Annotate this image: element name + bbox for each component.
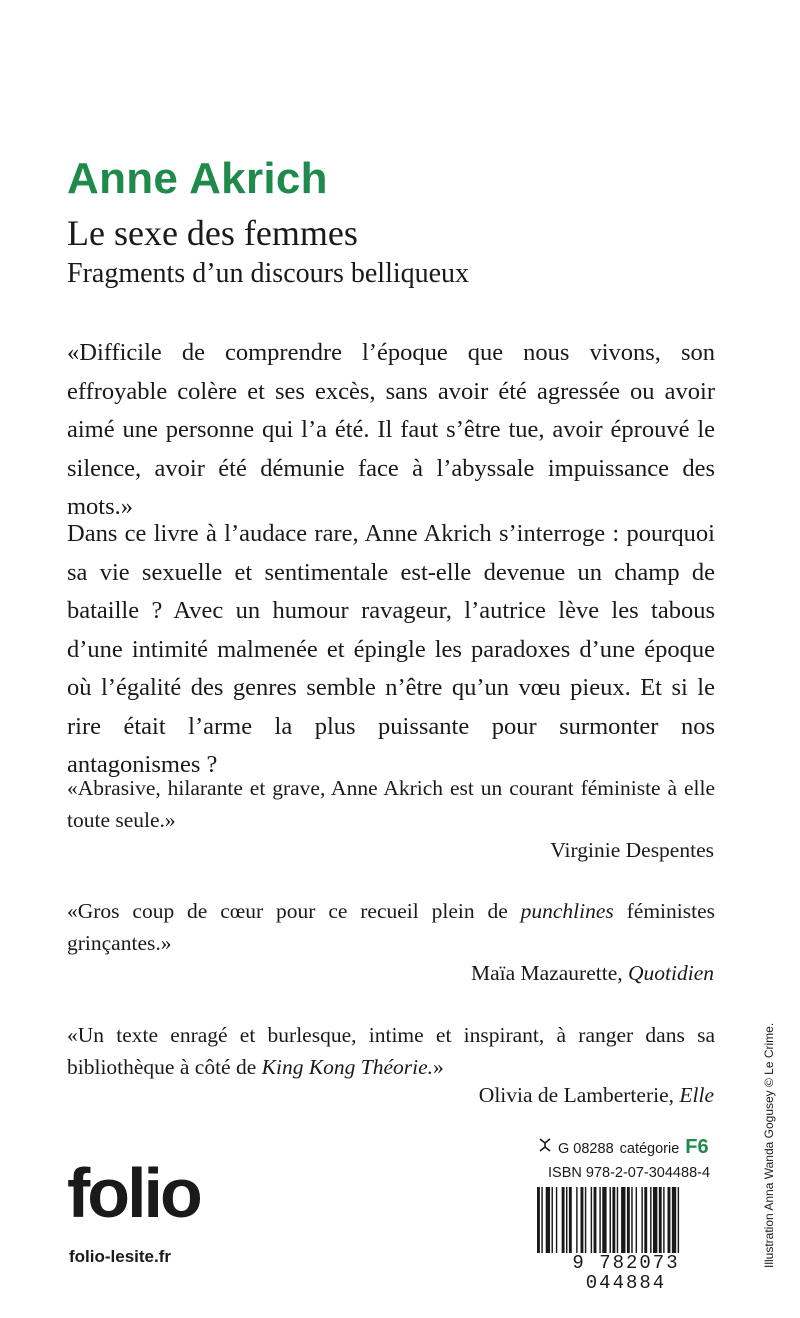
- review-author-2: Maïa Mazaurette, Quotidien: [471, 961, 714, 985]
- book-subtitle: Fragments d’un discours belliqueux: [67, 258, 470, 289]
- barcode-bar: [672, 1187, 676, 1262]
- barcode-bar: [612, 1187, 615, 1262]
- category-label: catégorie: [619, 1141, 680, 1157]
- barcode-bar: [537, 1187, 540, 1262]
- publisher-mini-logo-icon: [538, 1137, 552, 1153]
- barcode-bar: [585, 1187, 586, 1262]
- barcode-bar: [581, 1187, 584, 1262]
- barcode: [537, 1187, 715, 1262]
- category-value: F6: [685, 1136, 709, 1158]
- barcode-bar: [617, 1187, 618, 1262]
- barcode-bar: [641, 1187, 642, 1262]
- barcode-bar: [566, 1187, 567, 1262]
- barcode-bar: [591, 1187, 592, 1262]
- review-quote-3: «Un texte enragé et burlesque, intime et inspirant, à ranger dans sa bibliothèque à côté de King Kong Théorie.»: [67, 1023, 715, 1079]
- barcode-bar: [569, 1187, 572, 1262]
- barcode-bar: [636, 1187, 637, 1262]
- barcode-bar: [621, 1187, 625, 1262]
- barcode-bar: [602, 1187, 606, 1262]
- publisher-website: folio-lesite.fr: [69, 1247, 172, 1266]
- author-name: Anne Akrich: [67, 154, 328, 203]
- review-quote-2: «Gros coup de cœur pour ce recueil plein de punchlines féministes grinçantes.»: [67, 899, 715, 955]
- book-summary: Dans ce livre à l’audace rare, Anne Akrich s’interroge : pourquoi sa vie sexuelle et sentimentale est-elle devenue un champ de bataille ? Avec un humour ravageur, l’autrice lève les tabous d’une intimité malmenée et épingle les paradoxes d’une époque où l’égalité des genres semble n’être qu’un vœu pieux. Et si le rire était l’arme la plus puissante pour surmonter nos antagonismes ?: [67, 520, 715, 778]
- publisher-logo: folio: [67, 1154, 200, 1232]
- review-author-1: Virginie Despentes: [550, 838, 714, 862]
- barcode-bar: [668, 1187, 671, 1262]
- barcode-bar: [663, 1187, 664, 1262]
- book-title: Le sexe des femmes: [67, 213, 358, 253]
- barcode-bar: [562, 1187, 565, 1262]
- barcode-bar: [678, 1187, 679, 1262]
- barcode-bar: [627, 1187, 630, 1262]
- barcode-bar: [541, 1187, 542, 1262]
- barcode-bar: [594, 1187, 597, 1262]
- isbn: ISBN 978-2-07-304488-4: [548, 1165, 711, 1181]
- barcode-bar: [546, 1187, 550, 1262]
- publisher-code: [538, 1136, 709, 1159]
- barcode-bar: [644, 1187, 647, 1262]
- barcode-bar: [610, 1187, 611, 1262]
- barcode-bar: [552, 1187, 553, 1262]
- barcode-bar: [576, 1187, 577, 1262]
- barcode-bar: [650, 1187, 651, 1262]
- barcode-number: 9 782073 044884: [537, 1253, 715, 1293]
- barcode-bar: [599, 1187, 600, 1262]
- barcode-bar: [556, 1187, 557, 1262]
- excerpt-quote: «Difficile de comprendre l’époque que nous vivons, son effroyable colère et ses excès, sans avoir été agressée ou avoir aimé une personne qui l’a été. Il faut s’être tue, avoir éprouvé le silence, avoir été démunie face à l’abyssale impuissance des mots.»: [67, 339, 715, 520]
- illustration-credit: Illustration Anna Wanda Gogusey © Le Crime.: [762, 1022, 776, 1268]
- review-quote-1: «Abrasive, hilarante et grave, Anne Akrich est un courant féministe à elle toute seule.»: [67, 776, 715, 832]
- review-author-3: Olivia de Lamberterie, Elle: [478, 1083, 714, 1107]
- product-code: G 08288: [558, 1141, 614, 1157]
- barcode-bar: [653, 1187, 657, 1262]
- barcode-bar: [631, 1187, 632, 1262]
- barcode-bar: [659, 1187, 662, 1262]
